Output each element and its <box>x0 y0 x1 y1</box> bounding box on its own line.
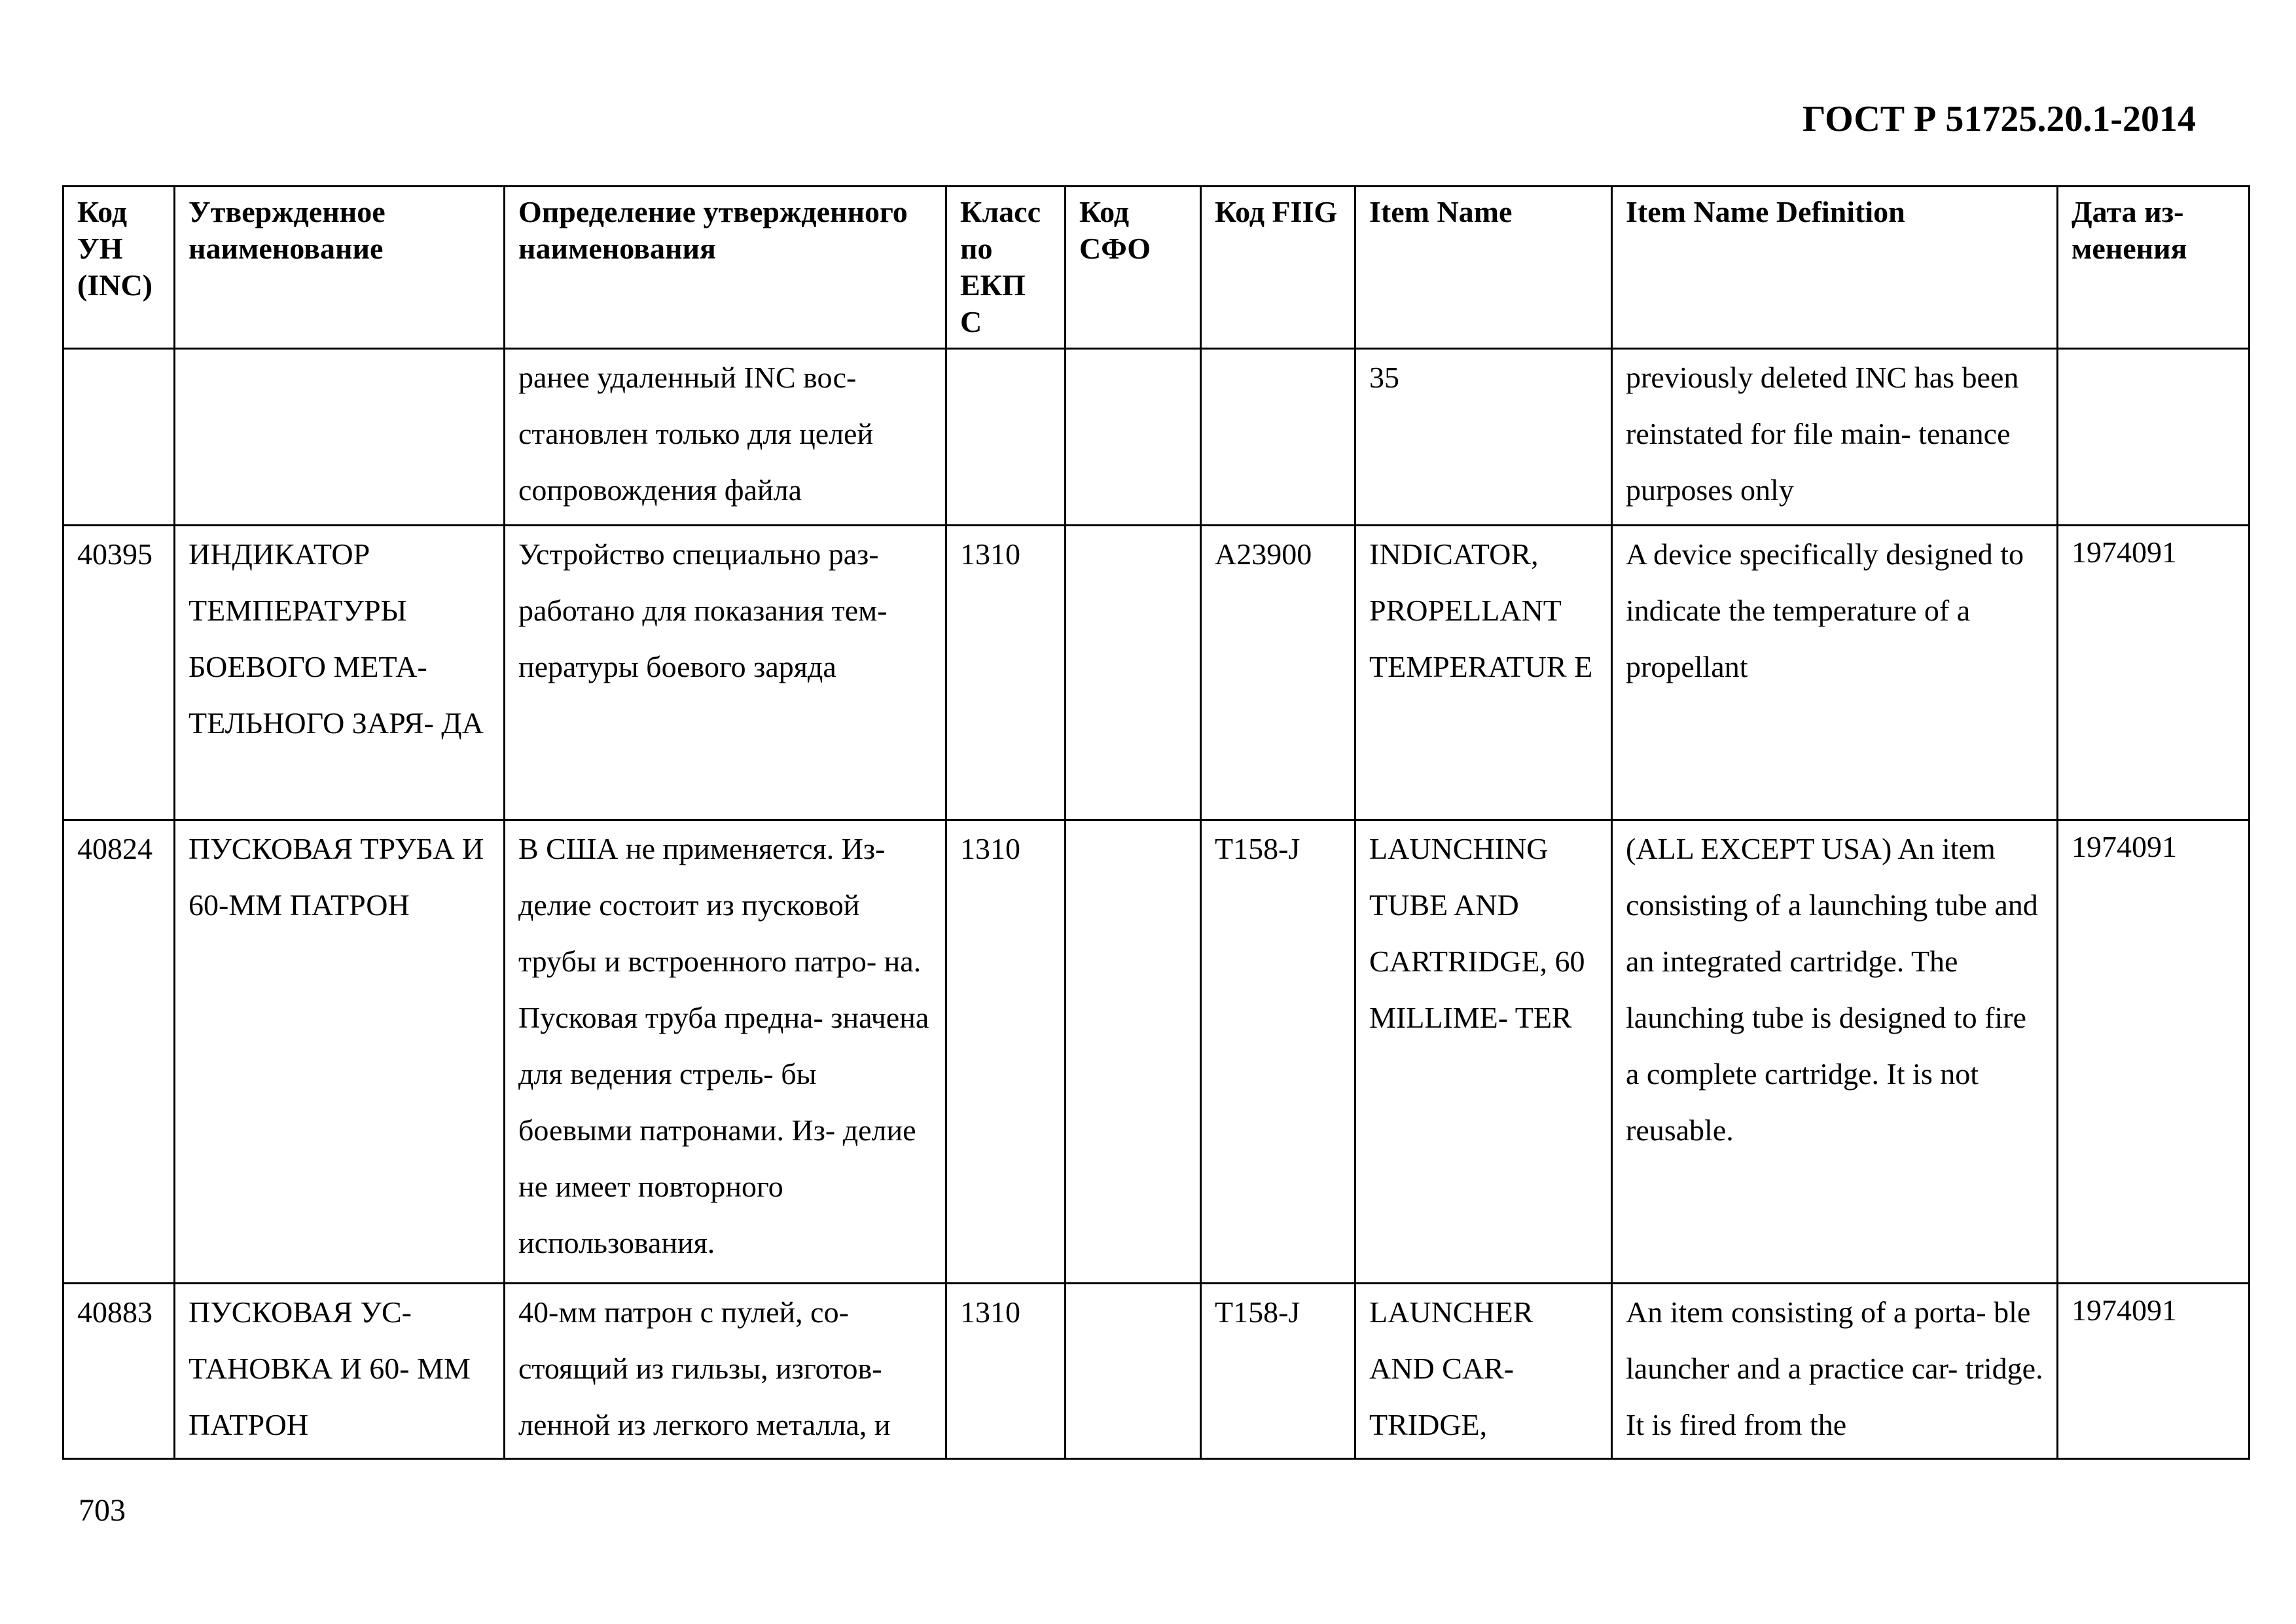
header-approved-name: Утвержденное наименование <box>175 187 505 349</box>
cell-name-ru: ПУСКОВАЯ УС- ТАНОВКА И 60- ММ ПАТРОН <box>175 1284 505 1459</box>
cell-sfo <box>1066 526 1201 820</box>
header-sfo-code: Код СФО <box>1066 187 1201 349</box>
cell-item-definition: (ALL EXCEPT USA) An item consisting of a launching tube and an integrated cartridge. The launching tube is designed to fire a complete cartridge. It is not reusable. <box>1612 820 2058 1284</box>
cell-definition-ru: В США не применяется. Из- делие состоит из пусковой трубы и встроенного патро- на. Пусковая труба предна- значена для ведения стрель- бы боевыми патронами. Из- делие не имеет повторного использования. <box>505 820 946 1284</box>
cell-class <box>946 349 1066 526</box>
table-header <box>63 187 2250 349</box>
cell-item-definition: An item consisting of a porta- ble launcher and a practice car- tridge. It is fired from the <box>1612 1284 2058 1459</box>
standard-id: ГОСТ Р 51725.20.1-2014 <box>1802 99 2196 139</box>
cell-date: 1974091 <box>2058 526 2250 820</box>
cell-fiig: T158-J <box>1201 1284 1355 1459</box>
cell-date: 1974091 <box>2058 820 2250 1284</box>
cell-item-name: INDICATOR, PROPELLANT TEMPERATUR E <box>1355 526 1612 820</box>
cell-fiig <box>1201 349 1355 526</box>
cell-name-ru: ПУСКОВАЯ ТРУБА И 60-ММ ПАТРОН <box>175 820 505 1284</box>
header-code-inc: Код УН (INC) <box>63 187 175 349</box>
cell-class: 1310 <box>946 526 1066 820</box>
table-row <box>63 820 2250 1284</box>
cell-sfo <box>1066 820 1201 1284</box>
header-item-name-definition: Item Name Definition <box>1612 187 2058 349</box>
cell-code: 40395 <box>63 526 175 820</box>
cell-definition-ru: 40-мм патрон с пулей, со- стоящий из гильзы, изготов- ленной из легкого металла, и <box>505 1284 946 1459</box>
cell-item-definition: previously deleted INC has been reinstated for file main- tenance purposes only <box>1612 349 2058 526</box>
table-row <box>63 526 2250 820</box>
cell-item-name: LAUNCHER AND CAR- TRIDGE, <box>1355 1284 1612 1459</box>
cell-definition-ru: ранее удаленный INC вос- становлен только для целей сопровождения файла <box>505 349 946 526</box>
cell-item-definition: A device specifically designed to indicate the temperature of a propellant <box>1612 526 2058 820</box>
page-number: 703 <box>79 1493 126 1528</box>
cell-name-ru: ИНДИКАТОР ТЕМПЕРАТУРЫ БОЕВОГО МЕТА- ТЕЛЬНОГО ЗАРЯ- ДА <box>175 526 505 820</box>
table-row <box>63 349 2250 526</box>
cell-code: 40883 <box>63 1284 175 1459</box>
cell-class: 1310 <box>946 1284 1066 1459</box>
cell-date <box>2058 349 2250 526</box>
table-row <box>63 1284 2250 1459</box>
cell-fiig: T158-J <box>1201 820 1355 1284</box>
nomenclature-table <box>62 185 2250 1460</box>
header-class: Класс по ЕКП С <box>946 187 1066 349</box>
cell-sfo <box>1066 349 1201 526</box>
cell-item-name: LAUNCHING TUBE AND CARTRIDGE, 60 MILLIME- TER <box>1355 820 1612 1284</box>
cell-definition-ru: Устройство специально раз- работано для показания тем- пературы боевого заряда <box>505 526 946 820</box>
header-name-definition: Определение утвержденного наименования <box>505 187 946 349</box>
header-item-name: Item Name <box>1355 187 1612 349</box>
header-change-date: Дата из- менения <box>2058 187 2250 349</box>
cell-item-name: 35 <box>1355 349 1612 526</box>
header-fiig-code: Код FIIG <box>1201 187 1355 349</box>
cell-sfo <box>1066 1284 1201 1459</box>
cell-code: 40824 <box>63 820 175 1284</box>
table-body <box>63 349 2250 1459</box>
cell-class: 1310 <box>946 820 1066 1284</box>
cell-code <box>63 349 175 526</box>
cell-name-ru <box>175 349 505 526</box>
cell-fiig: A23900 <box>1201 526 1355 820</box>
cell-date: 1974091 <box>2058 1284 2250 1459</box>
header-row <box>63 187 2250 349</box>
